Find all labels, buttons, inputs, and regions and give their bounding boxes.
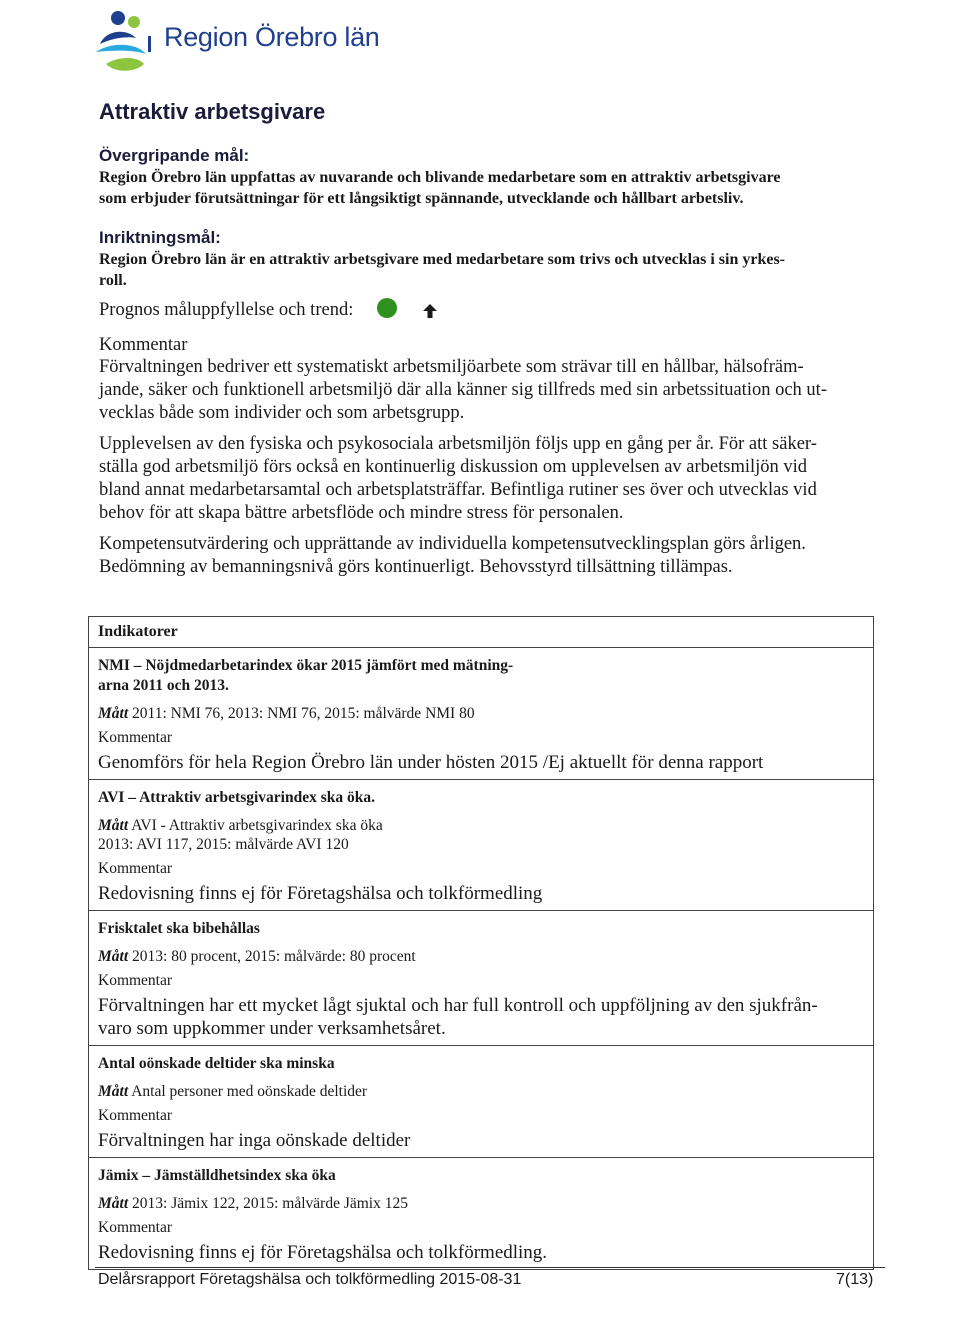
footer-divider: [95, 1267, 885, 1268]
kommentar-p1-line: vecklas både som individer och som arbetsgrupp.: [99, 403, 465, 423]
overgripande-line-2: som erbjuder förutsättningar för ett långsiktigt spännande, utvecklande och hållbart arbetsliv.: [99, 190, 744, 207]
indikatorer-table: [88, 616, 874, 1270]
indicator-title: Frisktalet ska bibehållas: [98, 920, 260, 937]
footer-document-title: Delårsrapport Företagshälsa och tolkförmedling 2015-08-31: [98, 1271, 522, 1288]
indicator-cell-deltider: [89, 1046, 874, 1158]
indikatorer-header: Indikatorer: [89, 617, 874, 648]
indicator-title-line: arna 2011 och 2013.: [98, 677, 229, 694]
inriktning-line-2: roll.: [99, 272, 127, 289]
status-indicator-dot: [377, 298, 397, 318]
table-row: [89, 1046, 874, 1158]
kommentar-label: Kommentar: [98, 729, 173, 746]
indicator-cell-nmi: [89, 648, 874, 780]
table-row: [89, 1158, 874, 1270]
table-row: [89, 911, 874, 1046]
matt-label: Mått: [98, 1083, 129, 1100]
indicator-cell-frisktal: [89, 911, 874, 1046]
overgripande-label: Övergripande mål:: [99, 146, 250, 165]
indicator-cell-jamix: [89, 1158, 874, 1270]
inriktning-label: Inriktningsmål:: [99, 228, 221, 247]
arrow-up-icon: [422, 303, 438, 319]
brand-name: Region Örebro län: [164, 22, 380, 52]
kommentar-p3-line: Bedömning av bemanningsnivå görs kontinuerligt. Behovsstyrd tillsättning tillämpas.: [99, 557, 733, 577]
kommentar-label: Kommentar: [98, 860, 173, 877]
table-row: [89, 780, 874, 911]
matt-line: [98, 816, 864, 835]
kommentar-p1-line: Förvaltningen bedriver ett systematiskt arbetsmiljöarbete som strävar till en hållbar, hälsofräm-: [99, 357, 804, 377]
inriktning-text: [99, 249, 869, 291]
kommentar-p2-line: Upplevelsen av den fysiska och psykosociala arbetsmiljön följs upp en gång per år. För att säker-: [99, 434, 817, 454]
table-header-row: [89, 617, 874, 648]
prognos-label: Prognos måluppfyllelse och trend:: [99, 300, 354, 320]
kommentar-text: Förvaltningen har inga oönskade deltider: [98, 1130, 411, 1151]
matt-value: 2013: 80 procent, 2015: målvärde: 80 procent: [132, 948, 416, 965]
kommentar-p2-line: ställa god arbetsmiljö förs också en kontinuerlig diskussion om upplevelsen av arbetsmiljön vid: [99, 457, 808, 477]
inriktning-line-1: Region Örebro län är en attraktiv arbetsgivare med medarbetare som trivs och utvecklas i sin yrkes-: [99, 251, 785, 268]
kommentar-line: varo som uppkommer under verksamhetsåret.: [98, 1018, 446, 1039]
matt-value: Antal personer med oönskade deltider: [131, 1083, 368, 1100]
indicator-matt: [98, 947, 864, 966]
kommentar-label: Kommentar: [98, 1219, 173, 1236]
kommentar-p2-line: bland annat medarbetarsamtal och arbetsplatsträffar. Befintliga rutiner ses över och utvecklas vid: [99, 480, 817, 500]
matt-value: 2013: AVI 117, 2015: målvärde AVI 120: [98, 836, 349, 853]
indicator-cell-avi: [89, 780, 874, 911]
matt-value: 2011: NMI 76, 2013: NMI 76, 2015: målvärde NMI 80: [132, 705, 475, 722]
matt-value: AVI - Attraktiv arbetsgivarindex ska öka: [131, 817, 383, 834]
indicator-matt: [98, 1194, 864, 1213]
kommentar-p1-line: jande, säker och funktionell arbetsmiljö där alla känner sig tillfreds med sin arbetssituation och ut-: [99, 380, 827, 400]
kommentar-p3-line: Kompetensutvärdering och upprättande av individuella kompetensutvecklingsplan görs årligen.: [99, 534, 806, 554]
kommentar-label: Kommentar: [98, 1107, 173, 1124]
indicator-title: Jämix – Jämställdhetsindex ska öka: [98, 1167, 336, 1184]
page-number: 7(13): [836, 1271, 874, 1288]
overgripande-line-1: Region Örebro län uppfattas av nuvarande och blivande medarbetare som en attraktiv arbetsgivare: [99, 169, 781, 186]
kommentar-line: Förvaltningen har ett mycket lågt sjuktal och har full kontroll och uppföljning av den sjukfrån-: [98, 995, 818, 1016]
matt-label: Mått: [98, 948, 129, 965]
indicator-title: AVI – Attraktiv arbetsgivarindex ska öka.: [98, 789, 376, 806]
indicator-matt: [98, 816, 864, 854]
matt-label: Mått: [98, 1195, 129, 1212]
kommentar-text: [98, 994, 864, 1040]
kommentar-paragraph-1: [99, 356, 869, 425]
indicator-title: Antal oönskade deltider ska minska: [98, 1055, 335, 1072]
kommentar-paragraph-2: [99, 433, 869, 525]
indicator-matt: [98, 1082, 864, 1101]
kommentar-p2-line: behov för att skapa bättre arbetsflöde och mindre stress för personalen.: [99, 503, 624, 523]
table-row: [89, 648, 874, 780]
indicator-matt: [98, 704, 864, 723]
matt-label: Mått: [98, 817, 129, 834]
kommentar-label: Kommentar: [99, 335, 188, 355]
kommentar-label: Kommentar: [98, 972, 173, 989]
kommentar-paragraph-3: [99, 533, 869, 579]
kommentar-text: Genomförs för hela Region Örebro län under hösten 2015 /Ej aktuellt för denna rapport: [98, 752, 764, 773]
indicator-title-line: NMI – Nöjdmedarbetarindex ökar 2015 jämfört med mätning-: [98, 657, 514, 674]
matt-value: 2013: Jämix 122, 2015: målvärde Jämix 125: [132, 1195, 408, 1212]
page-title: Attraktiv arbetsgivare: [99, 99, 326, 124]
kommentar-text: Redovisning finns ej för Företagshälsa och tolkförmedling: [98, 883, 543, 904]
kommentar-text: Redovisning finns ej för Företagshälsa och tolkförmedling.: [98, 1242, 548, 1263]
indicator-title: [98, 656, 864, 696]
overgripande-text: [99, 167, 869, 209]
matt-label: Mått: [98, 705, 129, 722]
region-orebro-logo: [92, 8, 154, 74]
